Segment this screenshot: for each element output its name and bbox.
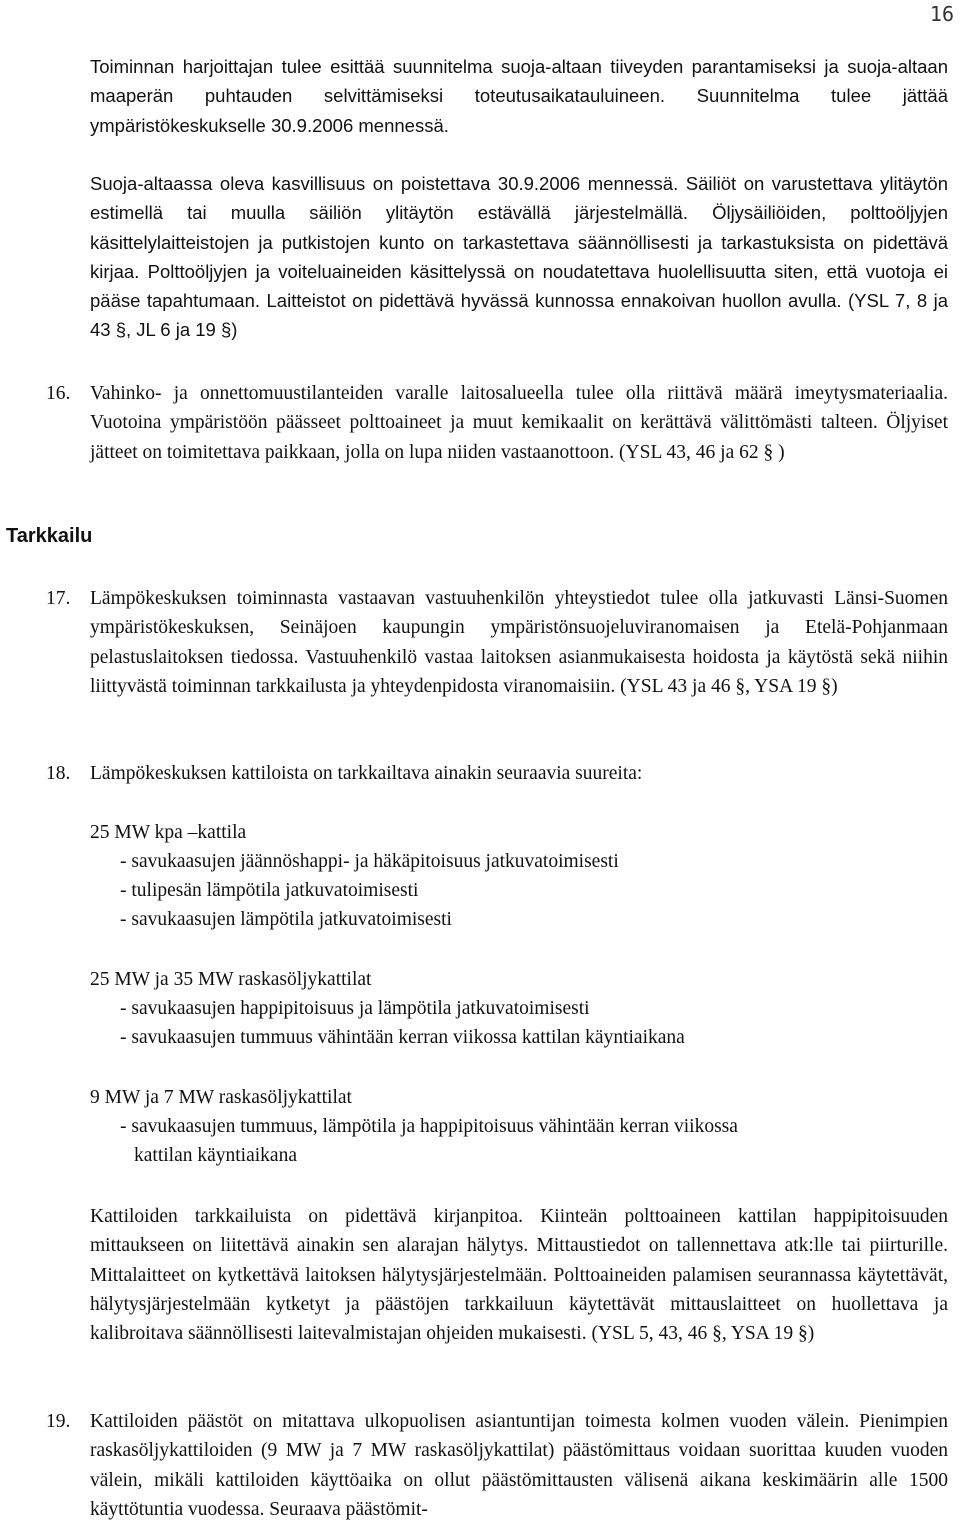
list-item-number: 17.	[46, 588, 71, 609]
boiler-group-3-bullet-continuation: kattilan käyntiaikana	[134, 1145, 297, 1166]
section-heading-tarkkailu: Tarkkailu	[6, 525, 93, 547]
list-item-text: Kattiloiden päästöt on mitattava ulkopuolisen asiantuntijan toimesta kolmen vuoden välein. Pienimpien raskasöljykattiloiden (9 MW ja 7 MW raskasöljykattilat) päästömittaus voidaan suorittaa kuuden vuoden välein, mikäli kattiloiden käyttöaika on ollut päästömittausten välisenä aikana keskimäärin alle 1500 käyttötuntia vuodessa. Seuraava päästömit-	[90, 1411, 948, 1520]
boiler-group-1-title: 25 MW kpa –kattila	[90, 822, 247, 843]
paragraph-tank-maintenance-text: Suoja-altaassa oleva kasvillisuus on poistettava 30.9.2006 mennessä. Säiliöt on varustettava ylitäytön estimellä tai muulla säiliön ylitäytön estävällä järjestelmällä. Öljysäiliöiden, polttoöljyjen käsittelylaitteistojen ja putkistojen kunto on tarkastettava säännöllisesti ja tarkastuksista on pidettävä kirjaa. Polttoöljyjen ja voiteluaineiden käsittelyssä on noudatettava huolellisuutta siten, että vuotoja ei pääse tapahtumaan. Laitteistot on pidettävä hyvässä kunnossa ennakoivan huollon avulla. (YSL 7, 8 ja 43 §, JL 6 ja 19 §)	[90, 173, 948, 341]
boiler-group-1-bullet: - savukaasujen jäännöshappi- ja häkäpitoisuus jatkuvatoimisesti	[120, 851, 619, 872]
boiler-group-2-bullet: - savukaasujen tummuus vähintään kerran viikossa kattilan käyntiaikana	[120, 1027, 685, 1048]
boiler-group-1-bullet: - savukaasujen lämpötila jatkuvatoimisesti	[120, 909, 452, 930]
list-item-text: Lämpökeskuksen toiminnasta vastaavan vastuuhenkilön yhteystiedot tulee olla jatkuvasti Länsi-Suomen ympäristökeskuksen, Seinäjoen kaupungin ympäristönsuojeluviranomaisen ja Etelä-Pohjanmaan pelastuslaitoksen tiedossa. Vastuuhenkilö vastaa laitoksen asianmukaisesta hoidosta ja käytöstä sekä niihin liittyvästä toiminnan tarkkailusta ja yhteydenpidosta viranomaisiin. (YSL 43 ja 46 §, YSA 19 §)	[90, 588, 948, 697]
list-item-17	[46, 584, 948, 701]
list-item-number: 18.	[46, 763, 71, 784]
list-item-number: 19.	[46, 1411, 71, 1432]
paragraph-records: Kattiloiden tarkkailuista on pidettävä kirjanpitoa. Kiinteän polttoaineen kattilan happipitoisuuden mittaukseen on liitettävä ainakin sen alarajan hälytys. Mittaustiedot on tallennettava atk:lle tai piirturille. Mittalaitteet on kytkettävä laitoksen hälytysjärjestelmään. Polttoaineiden palamisen seurannassa käytettävät, hälytysjärjestelmään kytketyt ja päästöjen tarkkailuun käytettävät mittauslaitteet on huollettava ja kalibroitava säännöllisesti laitevalmistajan ohjeiden mukaisesti. (YSL 5, 43, 46 §, YSA 19 §)	[90, 1206, 948, 1345]
list-item-16	[46, 379, 948, 467]
boiler-group-2-bullet: - savukaasujen happipitoisuus ja lämpötila jatkuvatoimisesti	[120, 998, 590, 1019]
boiler-group-3-title: 9 MW ja 7 MW raskasöljykattilat	[90, 1087, 352, 1108]
boiler-group-3-bullet: - savukaasujen tummuus, lämpötila ja happipitoisuus vähintään kerran viikossa	[120, 1116, 738, 1137]
paragraph-tank-maintenance	[90, 169, 948, 345]
boiler-group-1-bullet: - tulipesän lämpötila jatkuvatoimisesti	[120, 880, 419, 901]
list-item-19	[46, 1407, 948, 1524]
list-item-18	[46, 759, 948, 788]
boiler-group-2-title: 25 MW ja 35 MW raskasöljykattilat	[90, 969, 372, 990]
list-item-number: 16.	[46, 383, 71, 404]
list-item-text: Vahinko- ja onnettomuustilanteiden varalle laitosalueella tulee olla riittävä määrä imeytysmateriaalia. Vuotoina ympäristöön päässeet polttoaineet ja muut kemikaalit on kerättävä välittömästi talteen. Öljyiset jätteet on toimitettava paikkaan, jolla on lupa niiden vastaanottoon. (YSL 43, 46 ja 62 § )	[90, 383, 948, 463]
page-number: 16	[929, 2, 954, 26]
list-item-text: Lämpökeskuksen kattiloista on tarkkailtava ainakin seuraavia suureita:	[90, 763, 643, 784]
paragraph-plan-deadline: Toiminnan harjoittajan tulee esittää suunnitelma suoja-altaan tiiveyden parantamiseksi ja suoja-altaan maaperän puhtauden selvittämiseksi toteutusaikatauluineen. Suunnitelma tulee jättää ympäristökeskukselle 30.9.2006 mennessä.	[90, 56, 948, 136]
